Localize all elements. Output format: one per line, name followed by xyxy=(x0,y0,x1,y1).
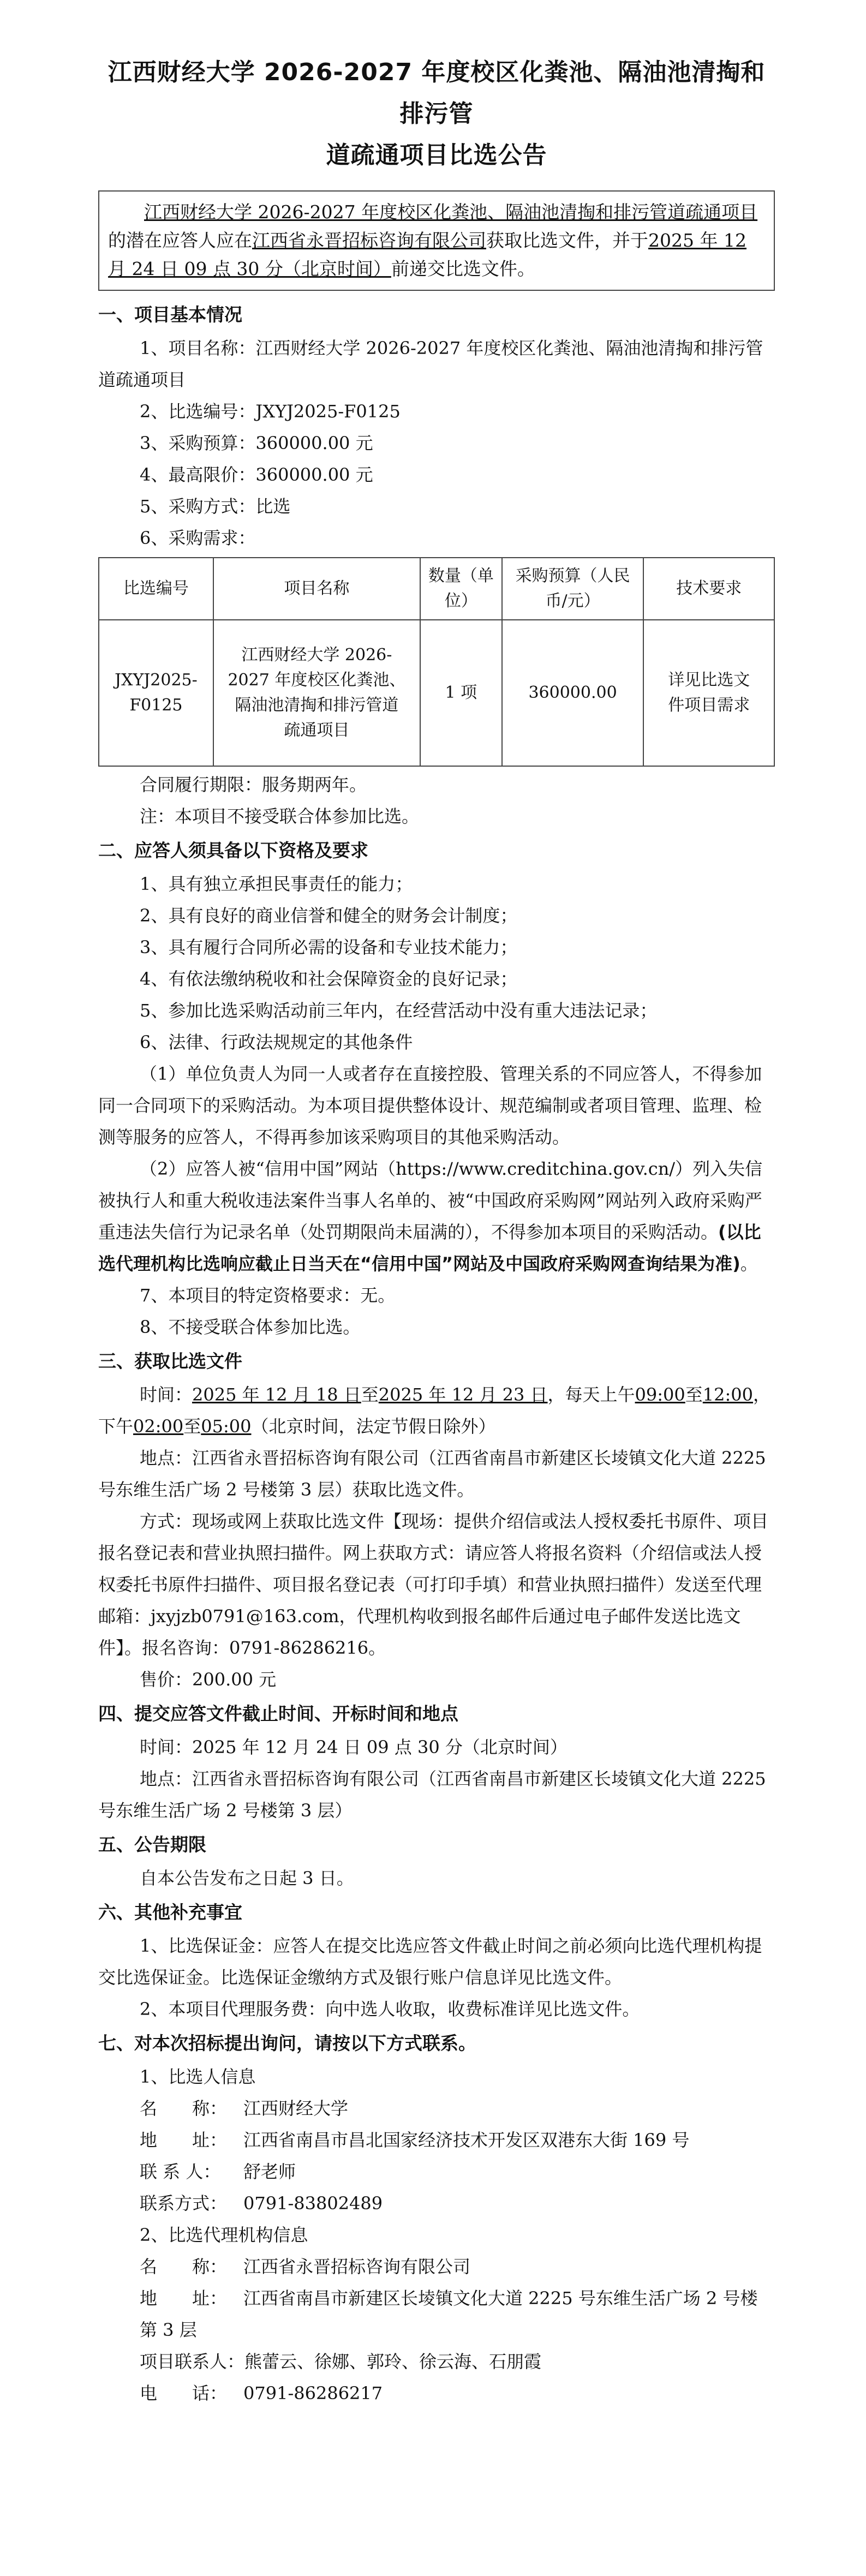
requirement-subitem: （1）单位负责人为同一人或者存在直接控股、管理关系的不同应答人，不得参加同一合同项下的采购活动。为本项目提供整体设计、规范编制或者项目管理、监理、检测等服务的应答人，不得再参加该采购项目的其他采购活动。 xyxy=(98,1063,762,1147)
field-label: 联 系 人： xyxy=(140,2161,221,2182)
time-daily: ，每天上午 xyxy=(547,1384,635,1405)
contract-period: 合同履行期限：服务期两年。 xyxy=(140,774,367,795)
field-label: 项目联系人： xyxy=(140,2351,245,2372)
requirement-item: 7、本项目的特定资格要求：无。 xyxy=(140,1285,396,1306)
table-header-cell: 比选编号 xyxy=(99,558,213,620)
am-end: 12:00 xyxy=(702,1384,753,1405)
time-note: （北京时间，法定节假日除外） xyxy=(251,1416,496,1437)
purchaser-info-title: 1、比选人信息 xyxy=(140,2066,256,2087)
service-fee-info: 2、本项目代理服务费：向中选人收取，收费标准详见比选文件。 xyxy=(140,1999,640,2019)
requirement-subitem xyxy=(98,1153,775,1280)
time-pm: ，下午 xyxy=(98,1384,771,1437)
field-value: 江西省南昌市昌北国家经济技术开发区双港东大街 169 号 xyxy=(243,2130,690,2150)
end-date: 2025 年 12 月 23 日 xyxy=(378,1384,548,1405)
acquisition-time xyxy=(98,1379,775,1442)
requirement-item: 8、不接受联合体参加比选。 xyxy=(140,1317,361,1337)
section-6-heading: 六、其他补充事宜 xyxy=(98,1902,242,1923)
notice-text-a: 的潜在应答人应在 xyxy=(108,230,252,251)
requirement-item: 1、具有独立承担民事责任的能力； xyxy=(140,874,413,894)
section-7-heading: 七、对本次招标提出询问，请按以下方式联系。 xyxy=(98,2033,476,2054)
field-label: 名 称： xyxy=(140,2098,228,2119)
notice-text-c: 前递交比选文件。 xyxy=(391,258,535,279)
project-number-item: 2、比选编号：JXYJ2025-F0125 xyxy=(140,401,401,422)
purchaser-contact xyxy=(98,2156,775,2187)
agency-address xyxy=(98,2282,775,2346)
section-1-heading: 一、项目基本情况 xyxy=(98,304,242,325)
requirement-item: 2、具有良好的商业信誉和健全的财务会计制度； xyxy=(140,905,518,926)
table-header-cell: 技术要求 xyxy=(643,558,774,620)
notice-deadline: 2025 年 12 月 24 日 09 点 30 分（北京时间） xyxy=(108,230,746,279)
credit-check-text: （2）应答人被“信用中国”网站（https://www.creditchina.gov.cn/）列入失信被执行人和重大税收违法案件当事人名单的、被“中国政府采购网”网站列入政府采购严重违法失信行为记录名单（处罚期限尚未届满的），不得参加本项目的采购活动。 xyxy=(98,1158,763,1242)
table-cell: JXYJ2025-F0125 xyxy=(99,620,213,766)
pm-start: 02:00 xyxy=(133,1416,184,1437)
deadline-place: 地点：江西省永晋招标咨询有限公司（江西省南昌市新建区长堎镇文化大道 2225 号东维生活广场 2 号楼第 3 层） xyxy=(98,1768,766,1821)
title-line-2: 道疏通项目比选公告 xyxy=(326,141,547,169)
notice-period: 自本公告发布之日起 3 日。 xyxy=(140,1868,354,1888)
field-value: 0791-83802489 xyxy=(243,2193,383,2214)
field-label: 地 址： xyxy=(140,2288,228,2309)
field-value: 江西省永晋招标咨询有限公司 xyxy=(243,2256,471,2277)
time-sep: 至 xyxy=(361,1384,379,1405)
project-name-item: 1、项目名称：江西财经大学 2026-2027 年度校区化粪池、隔油池清掏和排污管道疏通项目 xyxy=(98,338,763,390)
consortium-note: 注：本项目不接受联合体参加比选。 xyxy=(140,806,420,827)
time-label: 时间： xyxy=(140,1384,193,1405)
field-label: 名 称： xyxy=(140,2256,228,2277)
section-2-heading: 二、应答人须具备以下资格及要求 xyxy=(98,840,368,861)
page-title xyxy=(98,52,775,176)
purchaser-phone xyxy=(98,2187,775,2219)
notice-box xyxy=(98,190,775,291)
requirement-item: 6、法律、行政法规规定的其他条件 xyxy=(140,1032,413,1053)
credit-check-end: 。 xyxy=(740,1253,758,1274)
credit-check-bold: (以比选代理机构比选响应截止日当天在“信用中国”网站及中国政府采购网查询结果为准) xyxy=(98,1222,761,1274)
table-header-row xyxy=(99,558,774,620)
budget-item: 3、采购预算：360000.00 元 xyxy=(140,433,373,453)
notice-text-b: 获取比选文件，并于 xyxy=(486,230,648,251)
acquisition-place: 地点：江西省永晋招标咨询有限公司（江西省南昌市新建区长堎镇文化大道 2225 号东维生活广场 2 号楼第 3 层）获取比选文件。 xyxy=(98,1448,766,1500)
procurement-needs-item: 6、采购需求： xyxy=(140,528,256,548)
notice-project-name: 江西财经大学 2026-2027 年度校区化粪池、隔油池清掏和排污管道疏通项目 xyxy=(144,201,758,223)
field-label: 电 话： xyxy=(140,2383,228,2404)
deposit-info: 1、比选保证金：应答人在提交比选应答文件截止时间之前必须向比选代理机构提交比选保证金。比选保证金缴纳方式及银行账户信息详见比选文件。 xyxy=(98,1935,762,1988)
field-value: 熊蕾云、徐娜、郭玲、徐云海、石朋霞 xyxy=(244,2351,542,2372)
procurement-method-item: 5、采购方式：比选 xyxy=(140,496,291,517)
field-value: 江西财经大学 xyxy=(243,2098,349,2119)
requirement-item: 5、参加比选采购活动前三年内，在经营活动中没有重大违法记录； xyxy=(140,1000,658,1021)
field-label: 地 址： xyxy=(140,2130,228,2150)
agency-contact xyxy=(98,2346,775,2377)
max-price-item: 4、最高限价：360000.00 元 xyxy=(140,464,373,485)
announcement-page xyxy=(98,52,775,2409)
section-5-heading: 五、公告期限 xyxy=(98,1834,206,1855)
table-header-cell: 采购预算（人民币/元） xyxy=(502,558,644,620)
notice-agency: 江西省永晋招标咨询有限公司 xyxy=(252,230,486,251)
table-header-cell: 项目名称 xyxy=(213,558,420,620)
purchaser-address xyxy=(98,2124,775,2156)
pm-end: 05:00 xyxy=(201,1416,252,1437)
table-cell: 江西财经大学 2026-2027 年度校区化粪池、隔油池清掏和排污管道疏通项目 xyxy=(213,620,420,766)
table-header-cell: 数量（单位） xyxy=(420,558,502,620)
table-cell: 详见比选文件项目需求 xyxy=(643,620,774,766)
document-price: 售价：200.00 元 xyxy=(140,1669,277,1690)
field-value: 0791-86286217 xyxy=(243,2383,383,2404)
time-sep: 至 xyxy=(183,1416,201,1437)
requirements-table xyxy=(98,557,775,767)
agency-phone xyxy=(98,2377,775,2409)
table-cell: 1 项 xyxy=(420,620,502,766)
deadline-time: 时间：2025 年 12 月 24 日 09 点 30 分（北京时间） xyxy=(140,1737,568,1758)
field-label: 联系方式： xyxy=(140,2193,228,2214)
agency-info-title: 2、比选代理机构信息 xyxy=(140,2225,308,2245)
table-row xyxy=(99,620,774,766)
section-4-heading: 四、提交应答文件截止时间、开标时间和地点 xyxy=(98,1703,458,1724)
agency-name xyxy=(98,2251,775,2282)
purchaser-name xyxy=(98,2093,775,2124)
am-start: 09:00 xyxy=(635,1384,685,1405)
acquisition-method: 方式：现场或网上获取比选文件【现场：提供介绍信或法人授权委托书原件、项目报名登记表和营业执照扫描件。网上获取方式：请应答人将报名资料（介绍信或法人授权委托书原件扫描件、项目报名登记表（可打印手填）和营业执照扫描件）发送至代理邮箱：jxyjzb0791@163.com，代理机构收到报名邮件后通过电子邮件发送比选文件】。报名咨询：0791-86286216。 xyxy=(98,1511,769,1658)
requirement-item: 4、有依法缴纳税收和社会保障资金的良好记录； xyxy=(140,969,518,989)
title-line-1: 江西财经大学 2026-2027 年度校区化粪池、隔油池清掏和排污管 xyxy=(107,58,766,128)
time-sep: 至 xyxy=(685,1384,703,1405)
requirement-item: 3、具有履行合同所必需的设备和专业技术能力； xyxy=(140,937,518,958)
table-cell: 360000.00 xyxy=(502,620,644,766)
field-value: 舒老师 xyxy=(243,2161,296,2182)
field-value: 江西省南昌市新建区长堎镇文化大道 2225 号东维生活广场 2 号楼第 3 层 xyxy=(140,2288,758,2340)
start-date: 2025 年 12 月 18 日 xyxy=(192,1384,361,1405)
section-3-heading: 三、获取比选文件 xyxy=(98,1350,242,1372)
